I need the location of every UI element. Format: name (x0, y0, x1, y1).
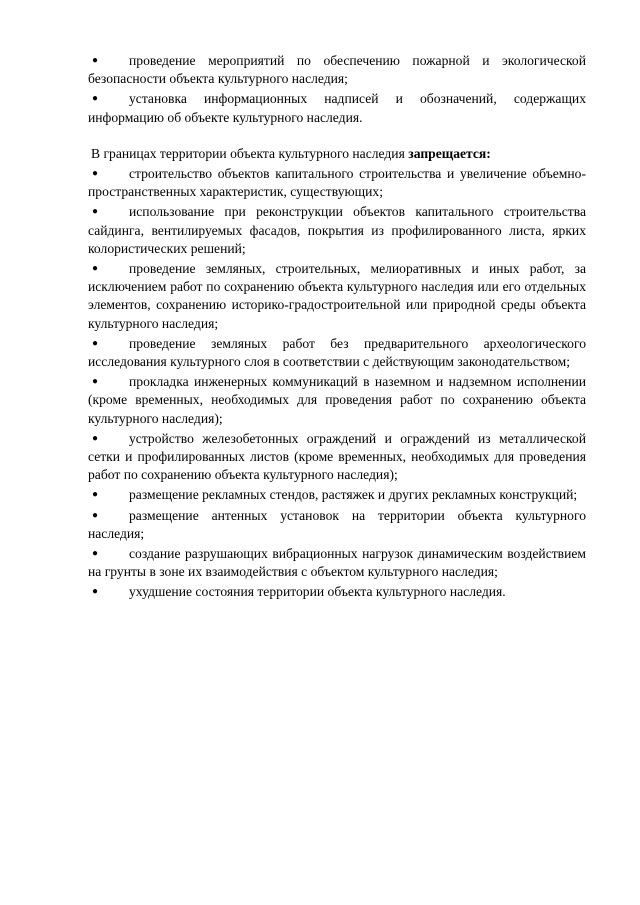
list-item-text: создание разрушающих вибрационных нагрузок динамическим воздействием на грунты в зоне их взаимодействия с объектом культурного наследия; (88, 546, 586, 580)
bullet-icon: ● (92, 206, 99, 218)
list-item (88, 507, 586, 543)
bullet-icon: ● (92, 337, 99, 349)
bullet-icon: ● (92, 548, 99, 560)
list-item (88, 486, 586, 504)
list-item-text: проведение земляных, строительных, мелиоративных и иных работ, за исключением работ по сохранению объекта культурного наследия или его отдельных элементов, сохранению историко-градостроительной или природной среды объекта культурного наследия; (88, 261, 586, 331)
list-item (88, 90, 586, 126)
list-item-text: размещение антенных установок на территории объекта культурного наследия; (88, 507, 586, 541)
list-item (88, 583, 586, 601)
list-item-text: использование при реконструкции объектов капитального строительства сайдинга, вентилируемых фасадов, покрытия из профилированного листа, ярких колористических решений; (88, 204, 586, 256)
list-item (88, 165, 586, 201)
list-item (88, 52, 586, 88)
bullet-icon: ● (92, 586, 99, 598)
heading-emphasis: запрещается: (408, 146, 491, 161)
list-item-text: проведение мероприятий по обеспечению пожарной и экологической безопасности объекта культурного наследия; (88, 53, 586, 87)
list-item-text: устройство железобетонных ограждений и ограждений из металлической сетки и профилированных листов (кроме временных, необходимых для проведения работ по сохранению объекта культурного наследия); (88, 430, 586, 483)
list-item (88, 545, 586, 581)
list-item (88, 260, 586, 333)
bullet-icon: ● (92, 55, 99, 66)
list-item-text: прокладка инженерных коммуникаций в наземном и надземном исполнении (кроме временных, необходимых для проведения работ по сохранению объекта культурного наследия); (88, 374, 586, 426)
list-item-text: размещение рекламных стендов, растяжек и других рекламных конструкций; (129, 487, 578, 503)
list-item (88, 430, 586, 485)
section-heading (91, 145, 586, 163)
list-item (88, 335, 586, 371)
list-item (88, 203, 586, 258)
prohibited-list (88, 165, 586, 602)
top-list (88, 52, 586, 127)
list-item-text: строительство объектов капитального строительства и увеличение объемно-пространственных характеристик, существующих; (88, 166, 586, 200)
bullet-icon: ● (92, 376, 99, 388)
list-item-text: проведение земляных работ без предварительного археологического исследования культурного слоя в соответствии с действующим законодательством; (88, 335, 586, 370)
bullet-icon: ● (92, 432, 99, 444)
bullet-icon: ● (92, 168, 99, 179)
bullet-icon: ● (92, 93, 99, 105)
list-item-text: установка информационных надписей и обозначений, содержащих информацию об объекте культурного наследия. (88, 91, 586, 125)
list-item-text: ухудшение состояния территории объекта культурного наследия. (129, 584, 506, 600)
bullet-icon: ● (92, 263, 99, 275)
heading-text: В границах территории объекта культурного наследия (91, 146, 409, 161)
bullet-icon: ● (92, 509, 99, 521)
bullet-icon: ● (92, 489, 99, 501)
list-item (88, 373, 586, 428)
